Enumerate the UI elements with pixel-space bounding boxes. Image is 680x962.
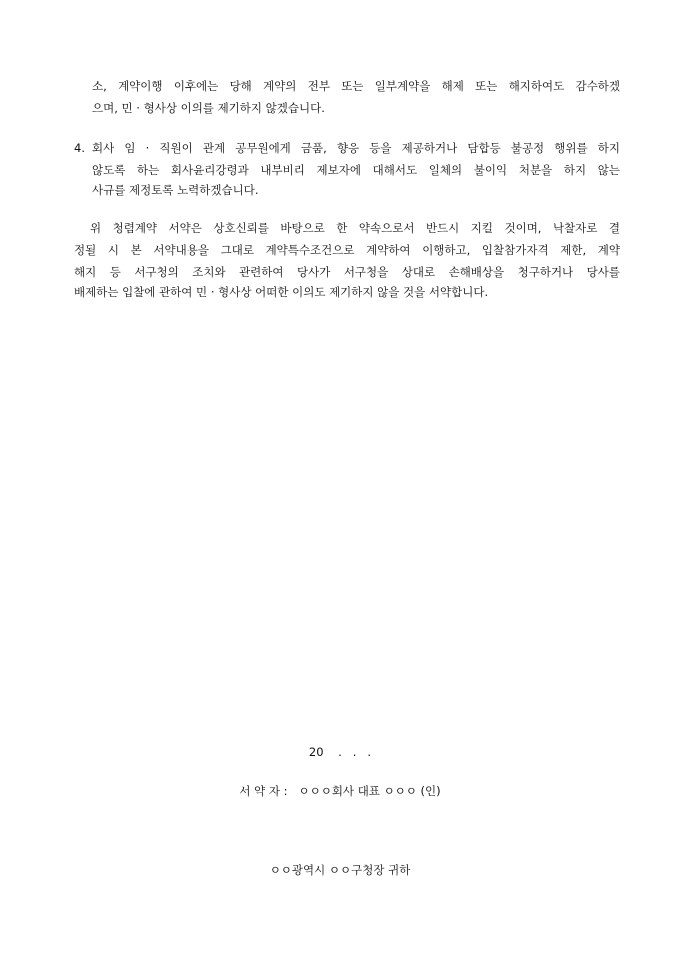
date-line: 20 . . . xyxy=(308,745,372,759)
closing-paragraph-line-4: 배제하는 입찰에 관하여 민 · 형사상 어떠한 이의도 제기하지 않을 것을 서약합니다. xyxy=(74,285,489,299)
clause-4-line-1: 회사 임 · 직원이 관계 공무원에게 금품, 향응 등을 제공하거나 담합등 불공정 행위를 하지 xyxy=(92,141,620,155)
clause-4-line-3: 사규를 제정토록 노력하겠습니다. xyxy=(92,183,259,197)
closing-paragraph-line-2: 정될 시 본 서약내용을 그대로 계약특수조건으로 계약하여 이행하고, 입찰참가자격 제한, 계약 xyxy=(74,243,620,257)
clause-continued-line-2: 으며, 민 · 형사상 이의를 제기하지 않겠습니다. xyxy=(92,101,325,115)
clause-4-line-2: 않도록 하는 회사윤리강령과 내부비리 제보자에 대해서도 일체의 불이익 처분을 하지 않는 xyxy=(92,163,620,177)
clause-continued-line-1: 소, 계약이행 이후에는 당해 계약의 전부 또는 일부계약을 해제 또는 해지하여도 감수하겠 xyxy=(92,79,620,93)
clause-4-number: 4. xyxy=(74,141,85,155)
closing-paragraph-line-3: 해지 등 서구청의 조치와 관련하여 당사가 서구청을 상대로 손해배상을 청구하거나 당사를 xyxy=(74,265,620,279)
closing-paragraph-line-1: 위 청렴계약 서약은 상호신뢰를 바탕으로 한 약속으로서 반드시 지킬 것이며, 낙찰자로 결 xyxy=(90,221,620,235)
signer-line: 서 약 자 : ㅇㅇㅇ회사 대표 ㅇㅇㅇ (인) xyxy=(239,784,441,798)
recipient-line: ㅇㅇ광역시 ㅇㅇ구청장 귀하 xyxy=(269,863,411,877)
